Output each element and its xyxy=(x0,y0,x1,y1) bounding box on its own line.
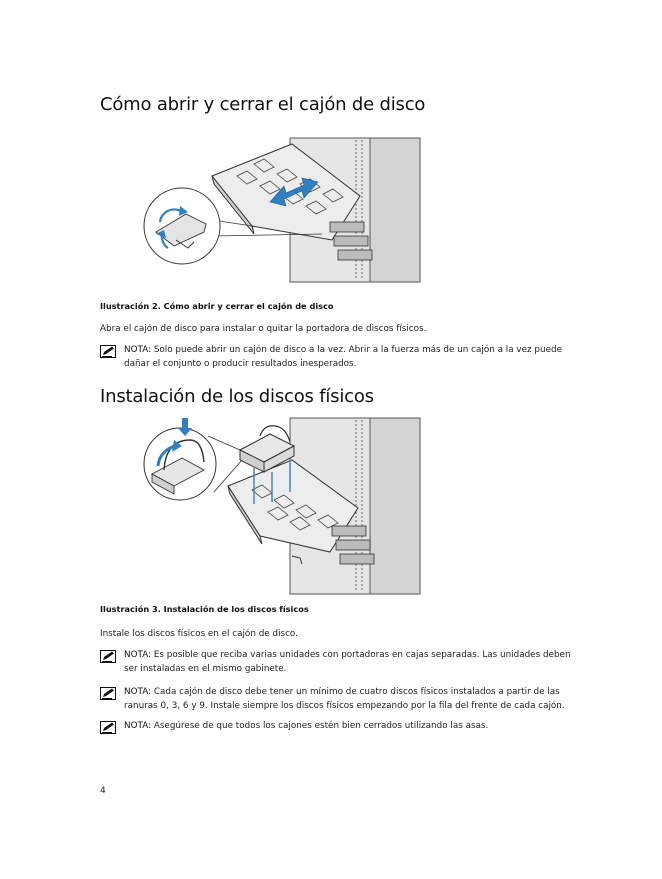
note-close-drawers xyxy=(100,720,582,734)
pencil-note-icon xyxy=(100,345,116,358)
note-text: Es posible que reciba varias unidades con portadoras en cajas separadas. Las unidades deben ser instaladas en el mismo gabinete. xyxy=(124,650,571,674)
section-title-install-disks: Instalación de los discos físicos xyxy=(100,386,374,407)
note-label: NOTA: xyxy=(124,721,152,731)
note-separate-boxes xyxy=(100,649,582,676)
note-label: NOTA: xyxy=(124,687,152,697)
page-number: 4 xyxy=(100,786,106,796)
drawer-open-close-illustration xyxy=(142,136,422,286)
pencil-note-icon xyxy=(100,650,116,663)
disk-install-illustration xyxy=(142,416,422,598)
note-label: NOTA: xyxy=(124,650,152,660)
section-title-open-close-drawer: Cómo abrir y cerrar el cajón de disco xyxy=(100,94,426,115)
note-text: Cada cajón de disco debe tener un mínimo de cuatro discos físicos instalados a partir de las ranuras 0, 3, 6 y 9. Instale siempre los discos físicos empezando por la fila del frente de cada cajón. xyxy=(124,687,565,711)
note-text: Solo puede abrir un cajón de disco a la vez. Abrir a la fuerza más de un cajón a la vez puede dañar el conjunto o producir resultados inesperados. xyxy=(124,345,562,369)
body-text-install-disks: Instale los discos físicos en el cajón de disco. xyxy=(100,629,298,639)
figure-caption-3: Ilustración 3. Instalación de los discos físicos xyxy=(100,604,309,614)
figure-caption-2: Ilustración 2. Cómo abrir y cerrar el cajón de disco xyxy=(100,301,334,311)
body-text-open-drawer: Abra el cajón de disco para instalar o quitar la portadora de discos físicos. xyxy=(100,324,427,334)
note-label: NOTA: xyxy=(124,345,152,355)
note-text: Asegúrese de que todos los cajones estén bien cerrados utilizando las asas. xyxy=(153,721,489,731)
pencil-note-icon xyxy=(100,687,116,700)
pencil-note-icon xyxy=(100,721,116,734)
note-minimum-disks xyxy=(100,686,582,713)
note-single-drawer xyxy=(100,344,582,371)
